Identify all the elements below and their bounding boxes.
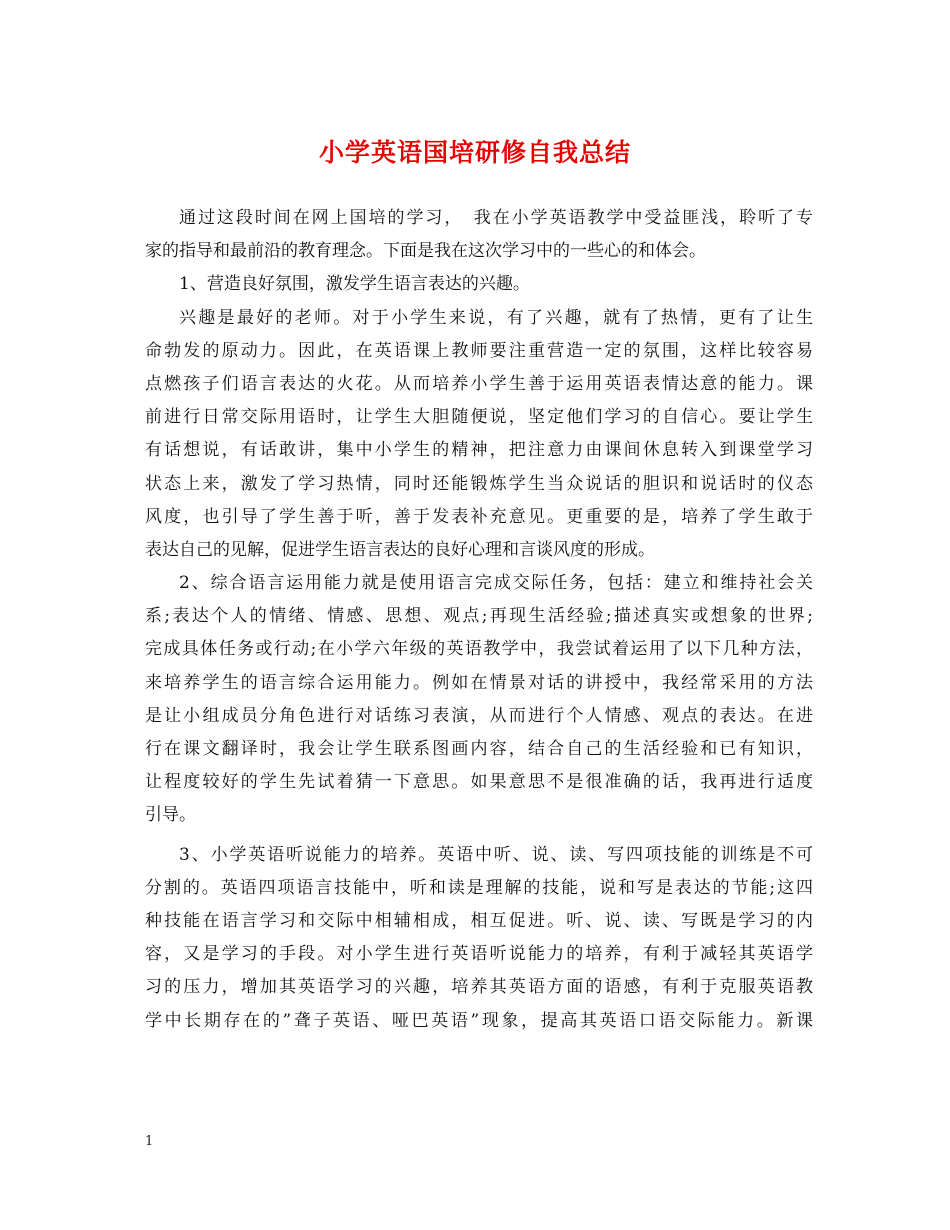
- text-line: 命勃发的原动力。因此，在英语课上教师要注重营造一定的氛围，这样比较容易: [145, 340, 813, 361]
- text-line: 行在课文翻译时，我会让学生联系图画内容，结合自己的生活经验和已有知识，: [145, 739, 813, 759]
- text-line: 习的压力，增加其英语学习的兴趣，培养其英语方面的语感，有利于克服英语教: [145, 977, 813, 998]
- paragraph-section-2: [145, 567, 813, 833]
- text-line: 完成具体任务或行动;在小学六年级的英语教学中，我尝试着运用了以下几种方法，: [145, 639, 813, 660]
- text-line: 前进行日常交际用语时，让学生大胆随便说，坚定他们学习的自信心。要让学生: [145, 407, 813, 428]
- text-line: 来培养学生的语言综合运用能力。例如在情景对话的讲授中，我经常采用的方法: [145, 672, 813, 693]
- document-body: [145, 202, 813, 1038]
- text-line: 有话想说，有话敢讲，集中小学生的精神，把注意力由课间休息转入到课堂学习: [145, 440, 813, 461]
- paragraph-intro: [145, 202, 813, 268]
- text-line: 兴趣是最好的老师。对于小学生来说，有了兴趣，就有了热情，更有了让生: [179, 307, 813, 328]
- page-number: 1: [145, 1134, 154, 1149]
- text-line: 通过这段时间在网上国培的学习， 我在小学英语教学中受益匪浅，聆听了专: [179, 208, 813, 228]
- text-line: 2、综合语言运用能力就是使用语言完成交际任务，包括：建立和维持社会关: [179, 573, 813, 594]
- text-line: 引导。: [145, 805, 196, 826]
- document-title: 小学英语国培研修自我总结: [318, 138, 631, 167]
- text-line: 是让小组成员分角色进行对话练习表演，从而进行个人情感、观点的表达。在进: [145, 705, 813, 726]
- text-line: 点燃孩子们语言表达的火花。从而培养小学生善于运用英语表情达意的能力。课: [145, 373, 813, 394]
- paragraph-heading-1: [145, 268, 813, 301]
- text-line: 系;表达个人的情绪、情感、思想、观点;再现生活经验;描述真实或想象的世界;: [145, 606, 813, 627]
- text-line: 容，又是学习的手段。对小学生进行英语听说能力的培养，有利于减轻其英语学: [145, 944, 813, 965]
- text-line: 1、营造良好氛围，激发学生语言表达的兴趣。: [179, 274, 530, 295]
- text-line: 表达自己的见解，促进学生语言表达的良好心理和言谈风度的形成。: [145, 539, 655, 560]
- text-line: 让程度较好的学生先试着猜一下意思。如果意思不是很准确的话，我再进行适度: [145, 772, 813, 793]
- text-line: 家的指导和最前沿的教育理念。下面是我在这次学习中的一些心的和体会。: [145, 241, 706, 262]
- text-line: 分割的。英语四项语言技能中，听和读是理解的技能，说和写是表达的节能;这四: [145, 877, 813, 898]
- text-line: 种技能在语言学习和交际中相辅相成，相互促进。听、说、读、写既是学习的内: [145, 910, 813, 931]
- paragraph-section-3: [145, 839, 813, 1038]
- text-line: 风度，也引导了学生善于听，善于发表补充意见。更重要的是，培养了学生敢于: [145, 506, 813, 527]
- text-line: 3、小学英语听说能力的培养。英语中听、说、读、写四项技能的训练是不可: [179, 844, 813, 865]
- text-line: 状态上来，激发了学习热情，同时还能锻炼学生当众说话的胆识和说话时的仪态: [145, 473, 813, 494]
- text-line: 学中长期存在的”聋子英语、哑巴英语”现象，提高其英语口语交际能力。新课: [145, 1010, 813, 1031]
- paragraph-interest: [145, 302, 813, 568]
